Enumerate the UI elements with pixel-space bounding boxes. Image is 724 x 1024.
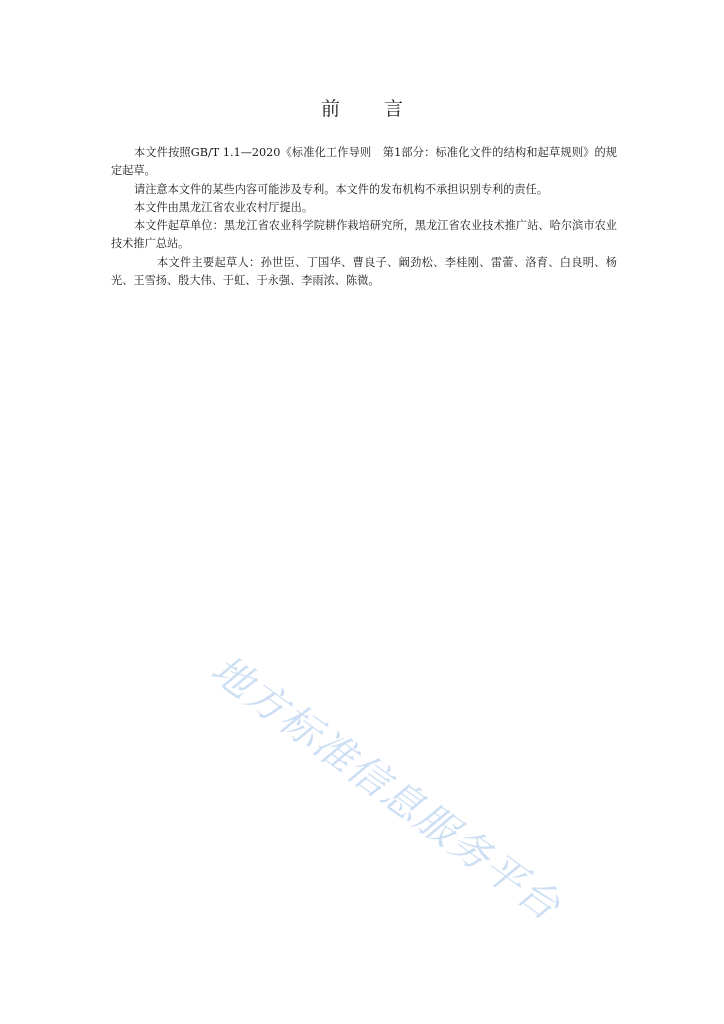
paragraph-patent-notice: 请注意本文件的某些内容可能涉及专利。本文件的发布机构不承担识别专利的责任。 bbox=[134, 182, 548, 196]
title-char-2: 言 bbox=[384, 98, 404, 120]
page-title bbox=[0, 94, 724, 121]
watermark: 地方标准信息服务平台 bbox=[202, 646, 570, 931]
title-char-1: 前 bbox=[320, 98, 340, 120]
foreword-body bbox=[111, 144, 617, 290]
paragraph-drafting-units: 本文件起草单位：黑龙江省农业科学院耕作栽培研究所，黑龙江省农业技术推广站、哈尔滨市农业技术推广总站。 bbox=[111, 219, 617, 251]
paragraph-drafting-rules: 本文件按照GB/T 1.1—2020《标准化工作导则 第1部分：标准化文件的结构和起草规则》的规定起草。 bbox=[111, 146, 617, 178]
paragraph-drafters: 本文件主要起草人：孙世臣、丁国华、曹良子、阚劲松、李桂刚、雷蕾、洛育、白良明、杨光、王雪扬、殷大伟、于虹、于永强、李雨浓、陈微。 bbox=[111, 255, 617, 288]
paragraph-proposer: 本文件由黑龙江省农业农村厅提出。 bbox=[134, 200, 314, 214]
